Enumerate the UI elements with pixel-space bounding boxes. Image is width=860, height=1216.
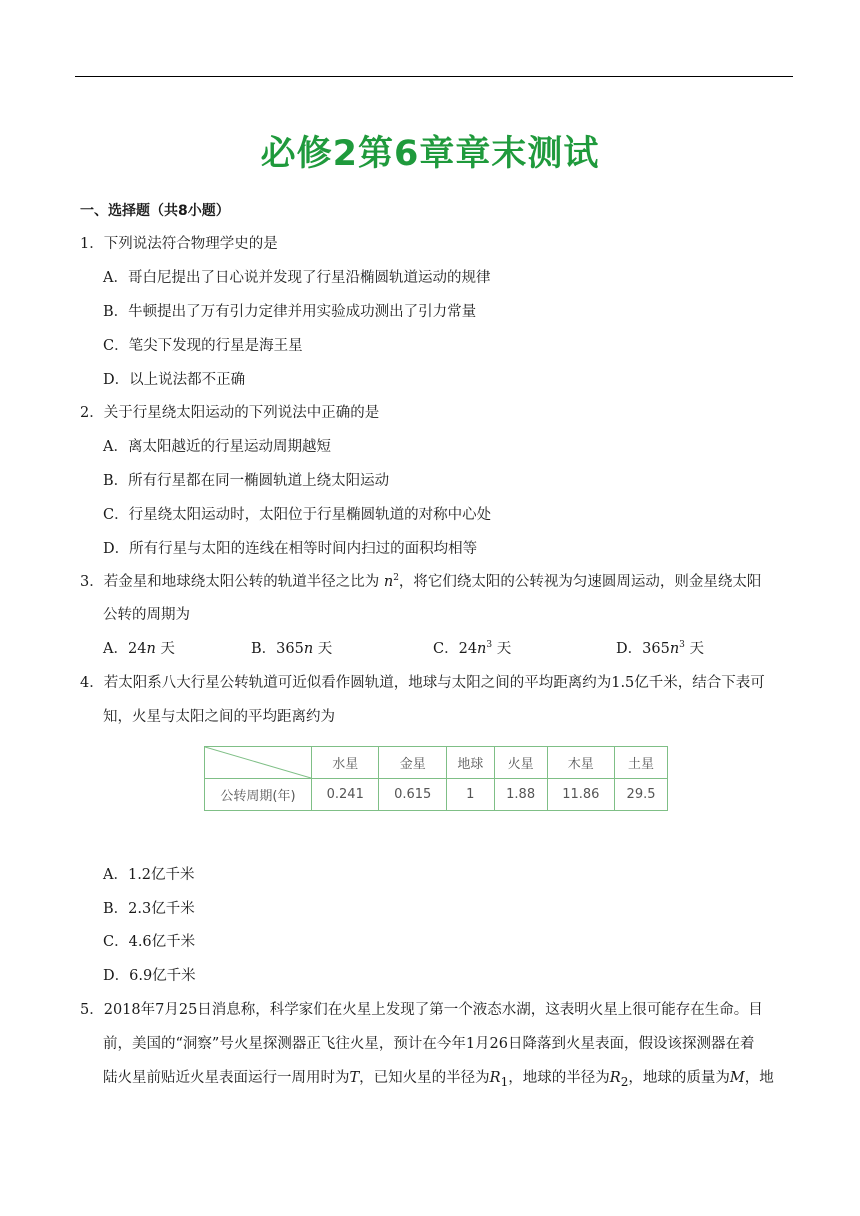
question-5-line-3: 陆火星前贴近火星表面运行一周用时为T，已知火星的半径为$R_1$，地球的半径为$R_2$，地球的质量为M，地 — [103, 1070, 774, 1089]
question-3-option-d: D．$365n^3$ 天 — [616, 640, 704, 657]
question-2-option-d: D．所有行星与太阳的连线在相等时间内扫过的面积均相等 — [103, 541, 478, 557]
table-corner-cell — [205, 747, 312, 779]
question-3-option-c: C．$24n^3$ 天 — [433, 640, 512, 657]
question-3-option-b: B．365n 天 — [251, 641, 333, 657]
question-1-option-b: B．牛顿提出了万有引力定律并用实验成功测出了引力常量 — [103, 304, 477, 320]
question-1-stem: 1．下列说法符合物理学史的是 — [80, 236, 278, 252]
question-4-stem: 4．若太阳系八大行星公转轨道可近似看作圆轨道，地球与太阳之间的平均距离约为1.5亿千米，结合下表可 — [80, 675, 765, 691]
table-cell: 29.5 — [615, 779, 668, 811]
question-2-option-b: B．所有行星都在同一椭圆轨道上绕太阳运动 — [103, 473, 390, 489]
question-2-stem: 2．关于行星绕太阳运动的下列说法中正确的是 — [80, 405, 380, 421]
question-3-stem: 3．若金星和地球绕太阳公转的轨道半径之比为 $n^2$，将它们绕太阳的公转视为匀速圆周运动，则金星绕太阳 — [80, 573, 762, 590]
table-header-cell: 水星 — [312, 747, 379, 779]
question-4-option-b: B．2.3亿千米 — [103, 901, 195, 917]
question-2-option-a: A．离太阳越近的行星运动周期越短 — [103, 439, 331, 455]
question-3-stem-continued: 公转的周期为 — [103, 607, 190, 623]
table-header-cell: 木星 — [547, 747, 614, 779]
table-cell: 11.86 — [547, 779, 614, 811]
table-cell: 0.241 — [312, 779, 379, 811]
question-5-line-1: 5．2018年7月25日消息称，科学家们在火星上发现了第一个液态水湖，这表明火星上很可能存在生命。目 — [80, 1002, 763, 1018]
question-1-option-c: C．笔尖下发现的行星是海王星 — [103, 338, 303, 354]
page-title: 必修2第6章章末测试 — [260, 134, 600, 174]
table-cell: 1 — [446, 779, 494, 811]
question-1-option-d: D．以上说法都不正确 — [103, 372, 246, 388]
table-header-row — [205, 747, 668, 779]
question-1-option-a: A．哥白尼提出了日心说并发现了行星沿椭圆轨道运动的规律 — [103, 270, 491, 286]
table-header-cell: 金星 — [379, 747, 446, 779]
question-4-option-a: A．1.2亿千米 — [103, 867, 195, 883]
table-header-cell: 火星 — [494, 747, 547, 779]
table-cell: 1.88 — [494, 779, 547, 811]
diagonal-line — [205, 747, 311, 778]
question-3-option-a: A．24n 天 — [103, 641, 175, 657]
header-rule — [75, 76, 793, 77]
table-header-cell: 地球 — [446, 747, 494, 779]
table-header-cell: 土星 — [615, 747, 668, 779]
question-4-option-c: C．4.6亿千米 — [103, 934, 196, 950]
question-2-option-c: C．行星绕太阳运动时，太阳位于行星椭圆轨道的对称中心处 — [103, 507, 492, 523]
question-4-stem-continued: 知，火星与太阳之间的平均距离约为 — [103, 709, 335, 725]
section-heading: 一、选择题（共8小题） — [80, 203, 230, 219]
question-5-line-2: 前，美国的“洞察”号火星探测器正飞往火星，预计在今年1月26日降落到火星表面，假设该探测器在着 — [103, 1036, 755, 1052]
table-row-label: 公转周期(年) — [205, 779, 312, 811]
table-cell: 0.615 — [379, 779, 446, 811]
table-row — [205, 779, 668, 811]
question-4-option-d: D．6.9亿千米 — [103, 968, 196, 984]
orbital-period-table — [204, 746, 668, 811]
